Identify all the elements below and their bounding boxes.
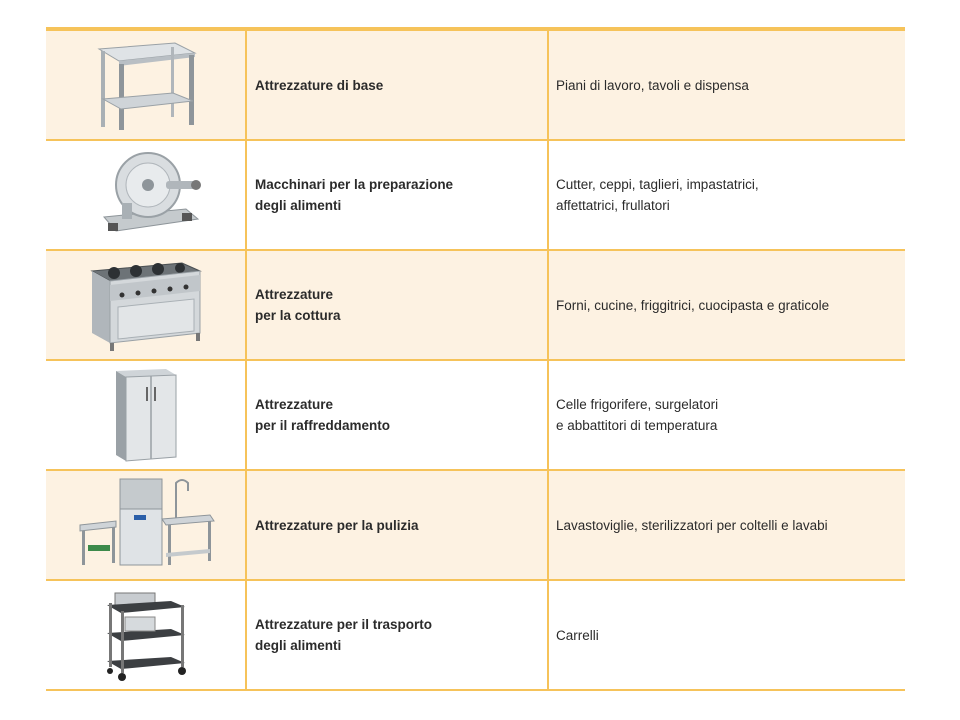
description-cell — [548, 250, 905, 360]
description-text: Celle frigorifere, surgelatori e abbattitori di temperatura — [556, 397, 719, 433]
category-label: Attrezzature per la cottura — [255, 287, 341, 323]
equipment-table — [46, 31, 905, 691]
category-label: Attrezzature per la pulizia — [255, 517, 419, 533]
work-table-image — [91, 37, 201, 133]
gas-range-image — [86, 257, 206, 353]
service-cart-image — [101, 587, 191, 683]
row-image-cell — [46, 470, 246, 580]
description-text: Forni, cucine, friggitrici, cuocipasta e graticole — [556, 297, 830, 313]
row-image-cell — [46, 360, 246, 470]
table-row — [46, 31, 905, 140]
row-image-cell — [46, 250, 246, 360]
description-cell — [548, 360, 905, 470]
table-row — [46, 360, 905, 470]
description-cell — [548, 140, 905, 250]
category-cell — [246, 31, 548, 140]
table-row — [46, 580, 905, 690]
description-cell — [548, 580, 905, 690]
category-label: Macchinari per la preparazione degli alimenti — [255, 177, 454, 213]
category-label: Attrezzature di base — [255, 77, 384, 93]
dishwasher-station-image — [76, 475, 216, 575]
row-image-cell — [46, 580, 246, 690]
category-cell — [246, 250, 548, 360]
description-cell — [548, 470, 905, 580]
description-cell — [548, 31, 905, 140]
description-text: Lavastoviglie, sterilizzatori per coltelli e lavabi — [556, 517, 828, 533]
category-cell — [246, 360, 548, 470]
table-row — [46, 250, 905, 360]
category-cell — [246, 580, 548, 690]
refrigerator-image — [106, 367, 186, 463]
category-cell — [246, 140, 548, 250]
row-image-cell — [46, 140, 246, 250]
table-row — [46, 470, 905, 580]
description-text: Cutter, ceppi, taglieri, impastatrici, affettatrici, frullatori — [556, 177, 759, 213]
meat-slicer-image — [86, 147, 206, 243]
row-image-cell — [46, 31, 246, 140]
description-text: Carrelli — [556, 627, 599, 643]
table-row — [46, 140, 905, 250]
description-text: Piani di lavoro, tavoli e dispensa — [556, 77, 749, 93]
category-cell — [246, 470, 548, 580]
category-label: Attrezzature per il raffreddamento — [255, 397, 391, 433]
category-label: Attrezzature per il trasporto degli alimenti — [255, 617, 433, 653]
